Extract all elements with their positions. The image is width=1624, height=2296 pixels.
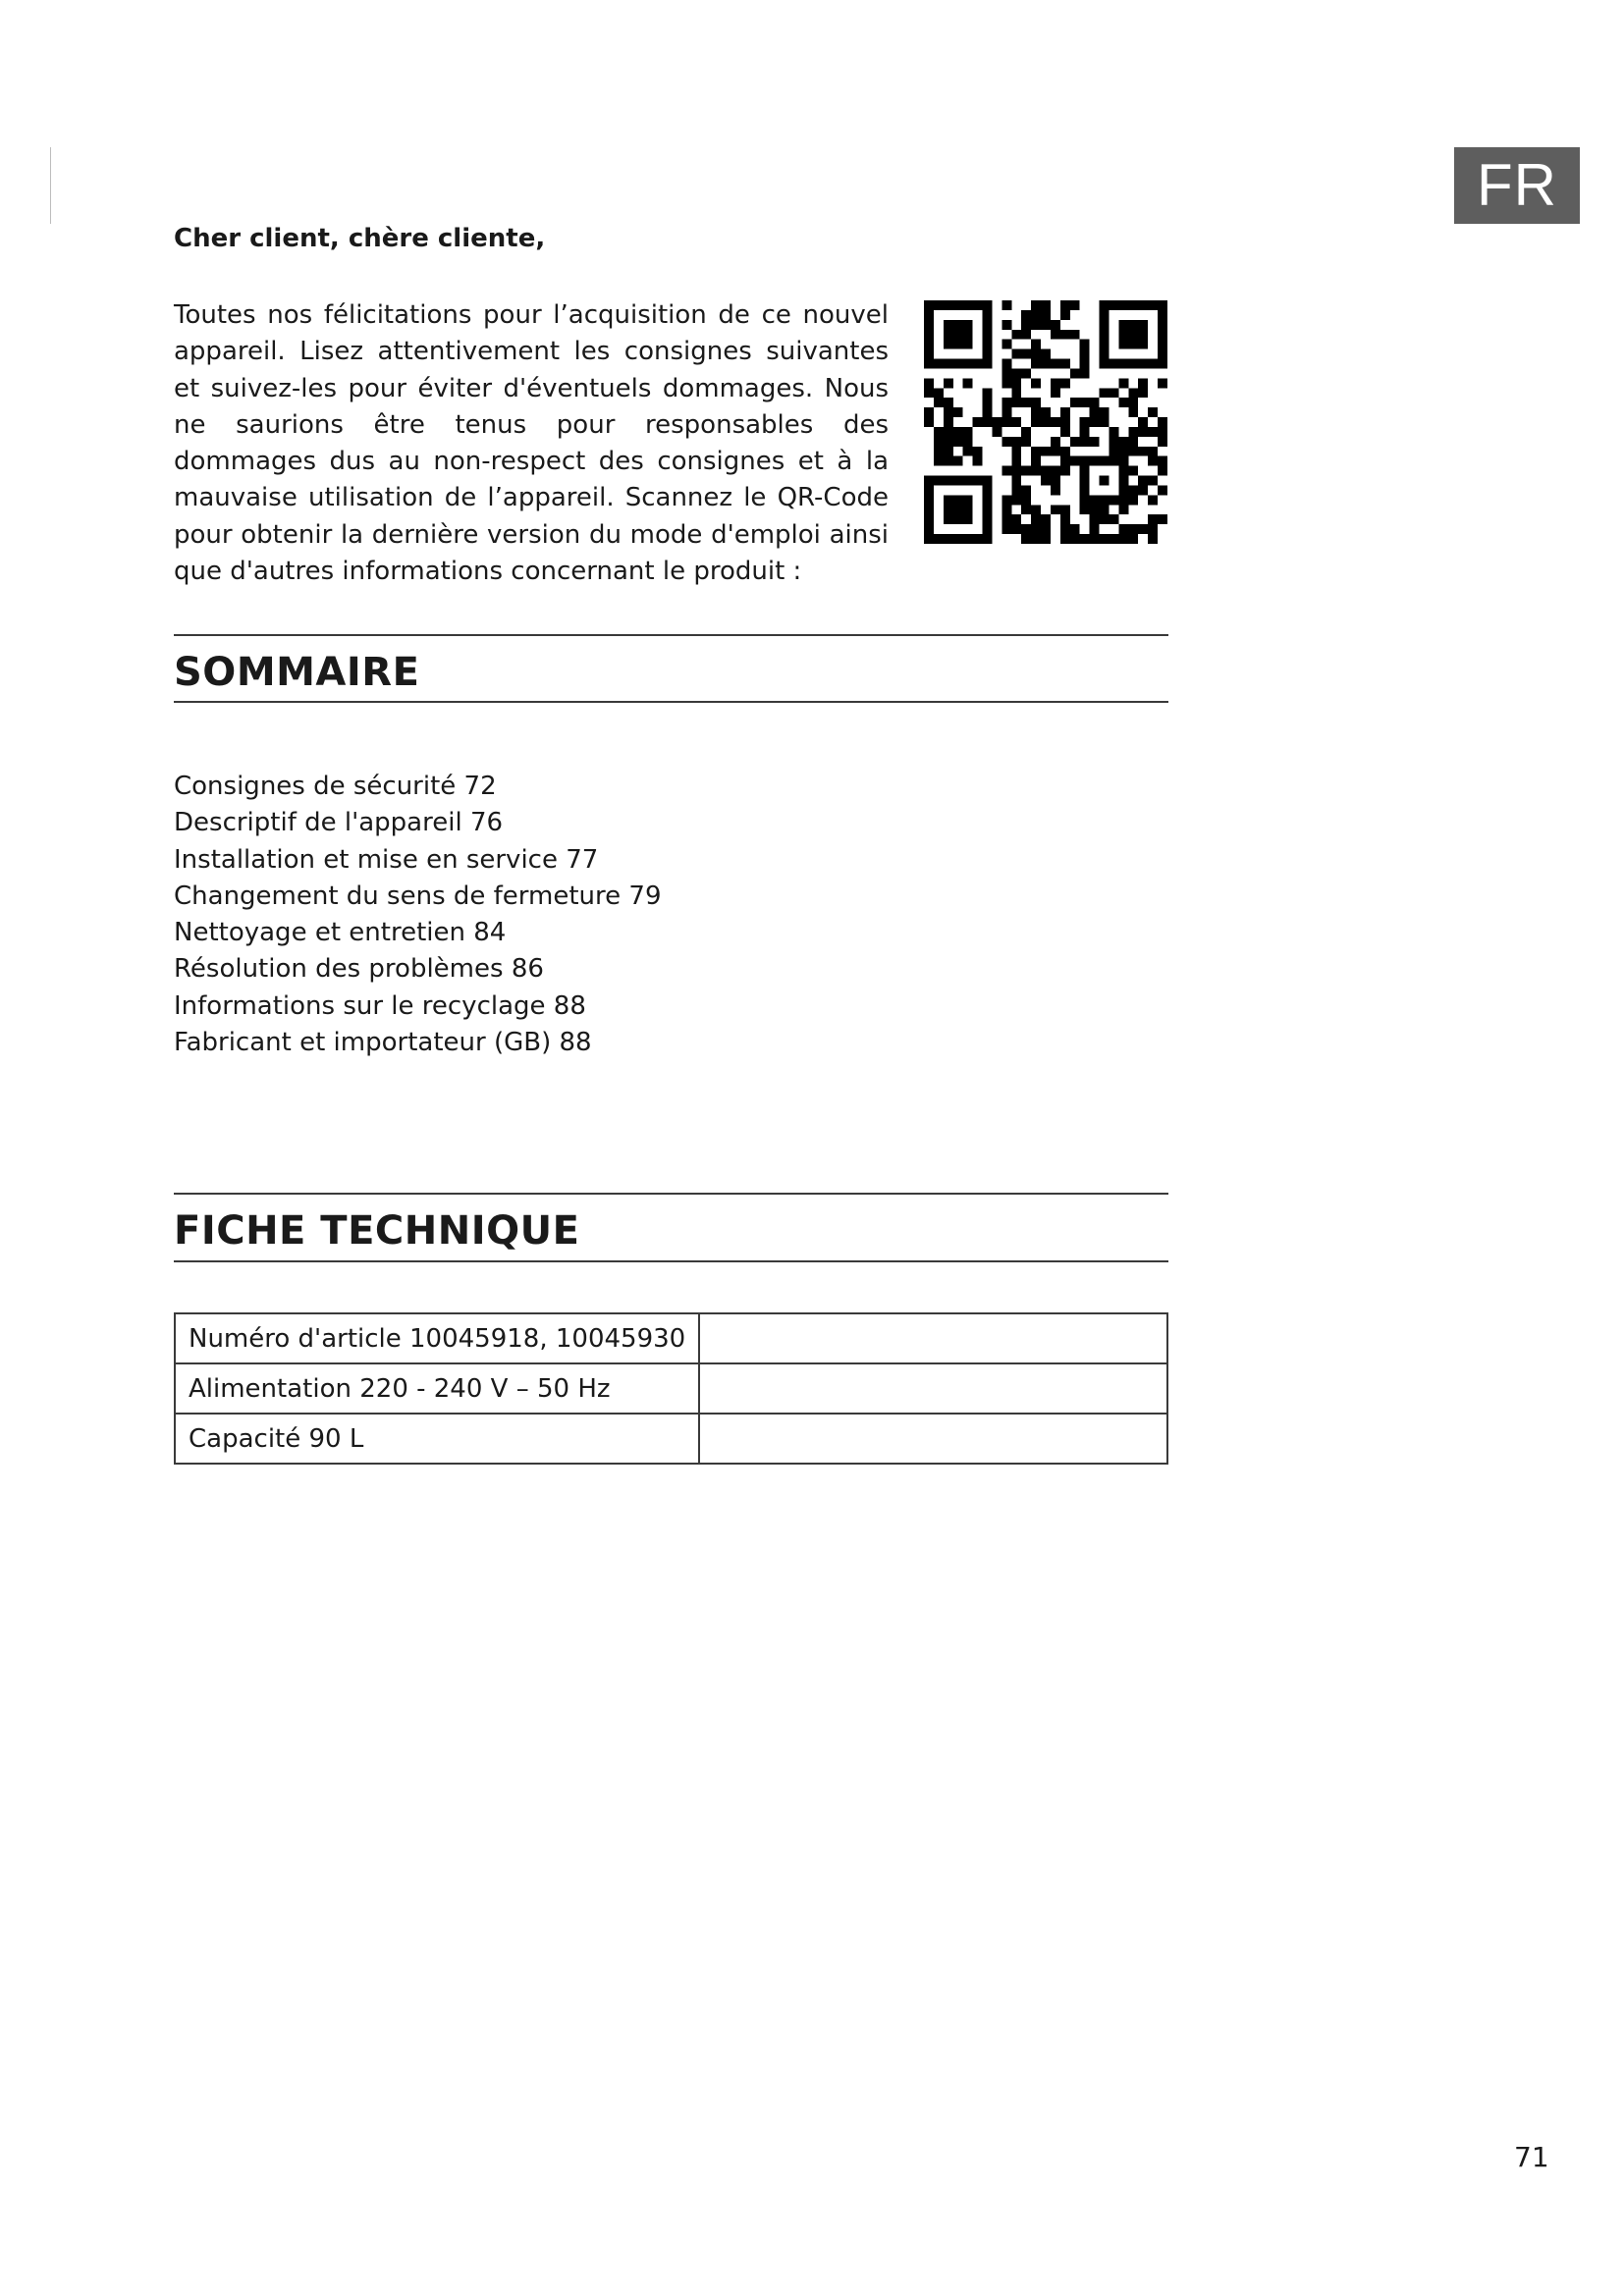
qr-code[interactable] (924, 300, 1167, 544)
summary-item[interactable]: Fabricant et importateur (GB) 88 (174, 1028, 592, 1058)
summary-list (174, 769, 662, 1061)
spec-value (699, 1414, 1167, 1464)
table-row (175, 1414, 1167, 1464)
table-row (175, 1313, 1167, 1363)
summary-item[interactable]: Installation et mise en service 77 (174, 844, 599, 875)
language-badge: FR (1454, 147, 1580, 224)
summary-item[interactable]: Descriptif de l'appareil 76 (174, 808, 504, 838)
table-row (175, 1363, 1167, 1414)
summary-rule-bottom (174, 701, 1168, 703)
summary-item[interactable]: Changement du sens de fermeture 79 (174, 881, 662, 911)
spec-label: Capacité 90 L (175, 1414, 699, 1464)
tech-title: FICHE TECHNIQUE (174, 1208, 580, 1254)
margin-rule (50, 147, 51, 224)
spec-label: Alimentation 220 - 240 V – 50 Hz (175, 1363, 699, 1414)
tech-rule-top (174, 1193, 1168, 1195)
summary-item[interactable]: Nettoyage et entretien 84 (174, 918, 507, 948)
tech-rule-bottom (174, 1260, 1168, 1262)
spec-table (174, 1312, 1168, 1465)
summary-item[interactable]: Consignes de sécurité 72 (174, 772, 497, 801)
summary-rule-top (174, 634, 1168, 636)
summary-title: SOMMAIRE (174, 650, 420, 695)
spec-value (699, 1313, 1167, 1363)
page-number: 71 (1514, 2141, 1549, 2173)
spec-value (699, 1363, 1167, 1414)
summary-item[interactable]: Informations sur le recyclage 88 (174, 990, 586, 1021)
spec-label: Numéro d'article 10045918, 10045930 (175, 1313, 699, 1363)
summary-item[interactable]: Résolution des problèmes 86 (174, 954, 544, 985)
greeting: Cher client, chère cliente, (174, 224, 546, 253)
intro-paragraph: Toutes nos félicitations pour l’acquisition de ce nouvel appareil. Lisez attentivement les consignes suivantes et suivez-les pour éviter d'éventuels dommages. Nous ne saurions être tenus pour responsables des dommages dus au non-respect des consignes et à la mauvaise utilisation de l’appareil. Scannez le QR-Code pour obtenir la dernière version du mode d'emploi ainsi que d'autres informations concernant le produit : (174, 300, 889, 587)
